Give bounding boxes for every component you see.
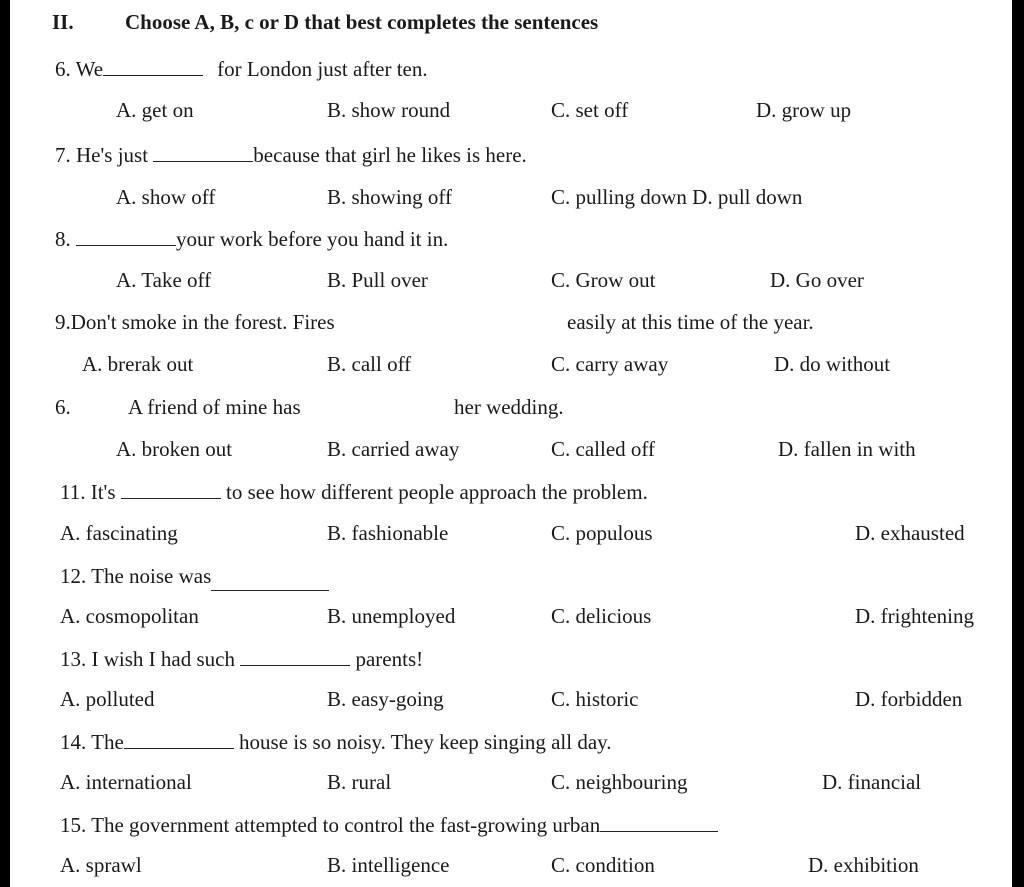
question-15-option-a[interactable]: A. sprawl <box>60 853 142 877</box>
right-edge-bar <box>1012 0 1024 887</box>
answer-blank[interactable] <box>103 57 203 76</box>
question-13-option-b[interactable]: B. easy-going <box>327 687 444 711</box>
answer-blank[interactable] <box>600 813 718 832</box>
question-8-stem: 8. your work before you hand it in. <box>55 227 449 251</box>
question-14-option-c[interactable]: C. neighbouring <box>551 770 688 794</box>
question-11-option-c[interactable]: C. populous <box>551 521 653 545</box>
question-12-option-d[interactable]: D. frightening <box>855 604 974 628</box>
question-15-option-b[interactable]: B. intelligence <box>327 853 450 877</box>
question-11-option-d[interactable]: D. exhausted <box>855 521 965 545</box>
section-number: II. <box>52 10 74 34</box>
question-11-stem: 11. It's to see how different people approach the problem. <box>60 480 648 504</box>
question-13-option-d[interactable]: D. forbidden <box>855 687 963 711</box>
question-10-option-a[interactable]: A. broken out <box>116 437 233 461</box>
question-10-number: 6. <box>55 395 71 419</box>
question-6-option-c[interactable]: C. set off <box>551 98 629 122</box>
question-6-option-a[interactable]: A. get on <box>116 98 194 122</box>
answer-blank[interactable] <box>211 572 329 591</box>
question-10-option-d[interactable]: D. fallen in with <box>778 437 916 461</box>
question-9-option-b[interactable]: B. call off <box>327 352 412 376</box>
question-15-stem: 15. The government attempted to control the fast-growing urban <box>60 812 718 838</box>
question-10-stem-end: her wedding. <box>454 395 564 419</box>
question-8-option-b[interactable]: B. Pull over <box>327 268 428 292</box>
question-13-option-c[interactable]: C. historic <box>551 687 639 711</box>
question-12-option-c[interactable]: C. delicious <box>551 604 652 628</box>
question-7-option-c-d[interactable]: C. pulling down D. pull down <box>551 185 803 209</box>
question-8-option-d[interactable]: D. Go over <box>770 268 864 292</box>
question-9-stem-end: easily at this time of the year. <box>567 310 814 334</box>
left-edge-bar <box>0 0 10 887</box>
question-9-option-a[interactable]: A. brerak out <box>82 352 194 376</box>
question-9-stem: 9.Don't smoke in the forest. Fires <box>55 310 335 334</box>
question-14-option-b[interactable]: B. rural <box>327 770 392 794</box>
answer-blank[interactable] <box>153 143 253 162</box>
question-10-option-b[interactable]: B. carried away <box>327 437 460 461</box>
question-6-stem: 6. We for London just after ten. <box>55 57 428 81</box>
question-9-option-d[interactable]: D. do without <box>774 352 891 376</box>
question-7-option-a[interactable]: A. show off <box>116 185 216 209</box>
question-15-option-d[interactable]: D. exhibition <box>808 853 919 877</box>
question-9-option-c[interactable]: C. carry away <box>551 352 669 376</box>
question-14-stem: 14. The house is so noisy. They keep singing all day. <box>60 730 612 754</box>
question-11-option-a[interactable]: A. fascinating <box>60 521 178 545</box>
question-10-option-c[interactable]: C. called off <box>551 437 655 461</box>
question-13-stem: 13. I wish I had such parents! <box>60 647 424 671</box>
question-14-option-d[interactable]: D. financial <box>822 770 922 794</box>
answer-blank[interactable] <box>76 227 176 246</box>
question-15-option-c[interactable]: C. condition <box>551 853 655 877</box>
answer-blank[interactable] <box>124 730 234 749</box>
question-10-stem: A friend of mine has <box>128 395 301 419</box>
question-6-option-d[interactable]: D. grow up <box>756 98 852 122</box>
question-14-option-a[interactable]: A. international <box>60 770 192 794</box>
answer-blank[interactable] <box>121 480 221 499</box>
question-7-stem: 7. He's just because that girl he likes is here. <box>55 143 527 167</box>
question-8-option-a[interactable]: A. Take off <box>116 268 212 292</box>
question-6-option-b[interactable]: B. show round <box>327 98 451 122</box>
question-13-option-a[interactable]: A. polluted <box>60 687 155 711</box>
question-12-stem: 12. The noise was <box>60 563 329 589</box>
section-title: Choose A, B, c or D that best completes the sentences <box>125 10 599 34</box>
question-11-option-b[interactable]: B. fashionable <box>327 521 449 545</box>
question-7-option-b[interactable]: B. showing off <box>327 185 453 209</box>
answer-blank[interactable] <box>240 647 350 666</box>
question-12-option-a[interactable]: A. cosmopolitan <box>60 604 199 628</box>
question-12-option-b[interactable]: B. unemployed <box>327 604 456 628</box>
question-8-option-c[interactable]: C. Grow out <box>551 268 656 292</box>
section-heading <box>52 9 599 35</box>
